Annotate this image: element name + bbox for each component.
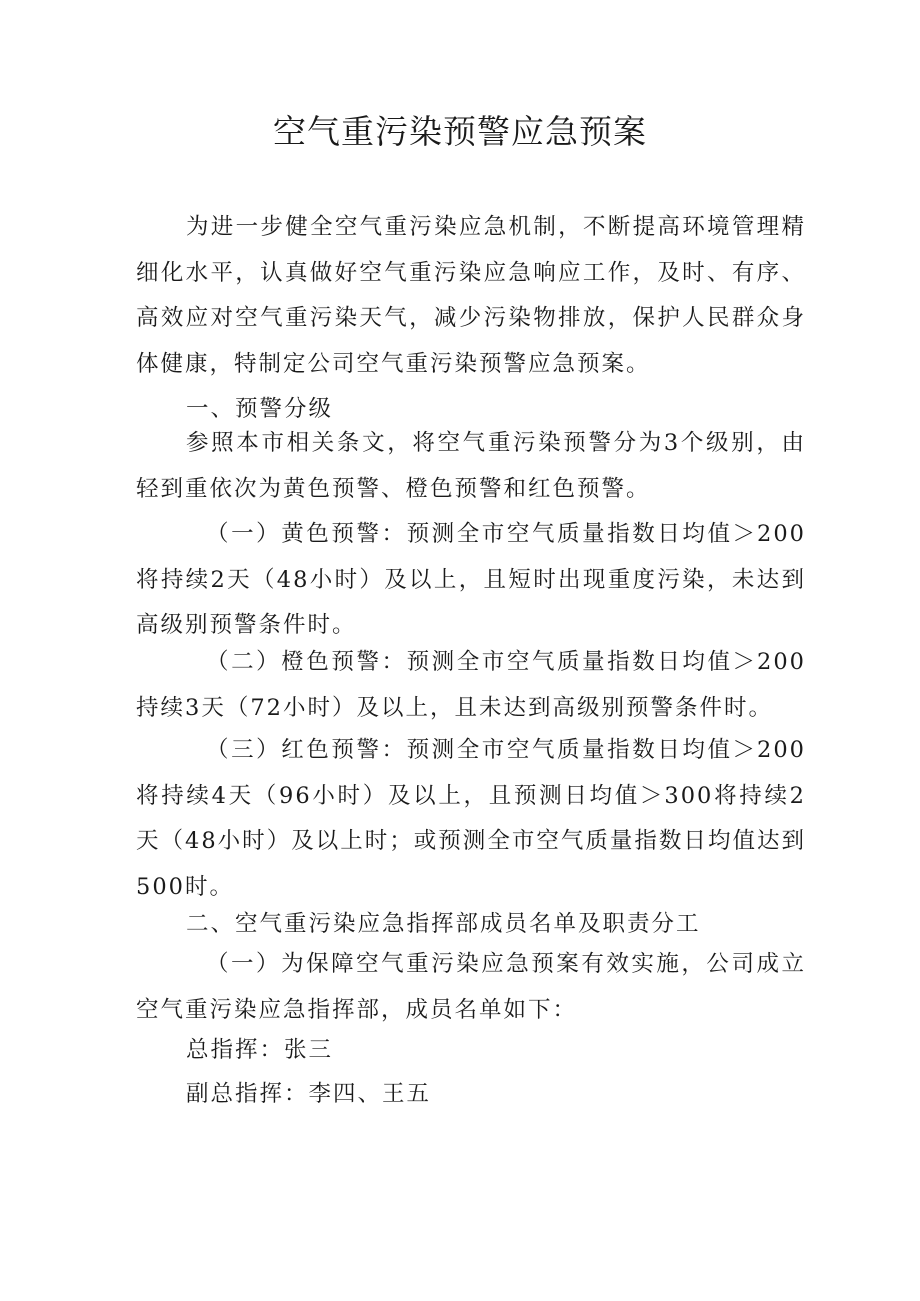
warning-level-yellow: （一）黄色预警：预测全市空气质量指数日均值＞200将持续2天（48小时）及以上，且短时出现重度污染，未达到高级别预警条件时。: [136, 521, 806, 638]
commander-line: 总指挥：张三: [186, 1037, 334, 1063]
section1-body: 参照本市相关条文，将空气重污染预警分为3个级别，由轻到重依次为黄色预警、橙色预警和红色预警。: [136, 430, 806, 502]
section2-body: （一）为保障空气重污染应急预案有效实施，公司成立空气重污染应急指挥部，成员名单如下：: [136, 951, 806, 1023]
deputy-commander-line: 副总指挥：李四、王五: [186, 1081, 432, 1107]
section2-heading: 二、空气重污染应急指挥部成员名单及职责分工: [186, 911, 701, 937]
intro-paragraph: 为进一步健全空气重污染应急机制，不断提高环境管理精细化水平，认真做好空气重污染应急响应工作，及时、有序、高效应对空气重污染天气，减少污染物排放，保护人民群众身体健康，特制定公司空气重污染预警应急预案。: [136, 214, 806, 377]
warning-level-red: （三）红色预警：预测全市空气质量指数日均值＞200将持续4天（96小时）及以上，且预测日均值＞300将持续2天（48小时）及以上时；或预测全市空气质量指数日均值达到500时。: [136, 737, 806, 900]
section1-heading: 一、预警分级: [186, 396, 334, 422]
document-title: 空气重污染预警应急预案: [273, 112, 647, 151]
warning-level-orange: （二）橙色预警：预测全市空气质量指数日均值＞200持续3天（72小时）及以上，且未达到高级别预警条件时。: [136, 649, 806, 721]
